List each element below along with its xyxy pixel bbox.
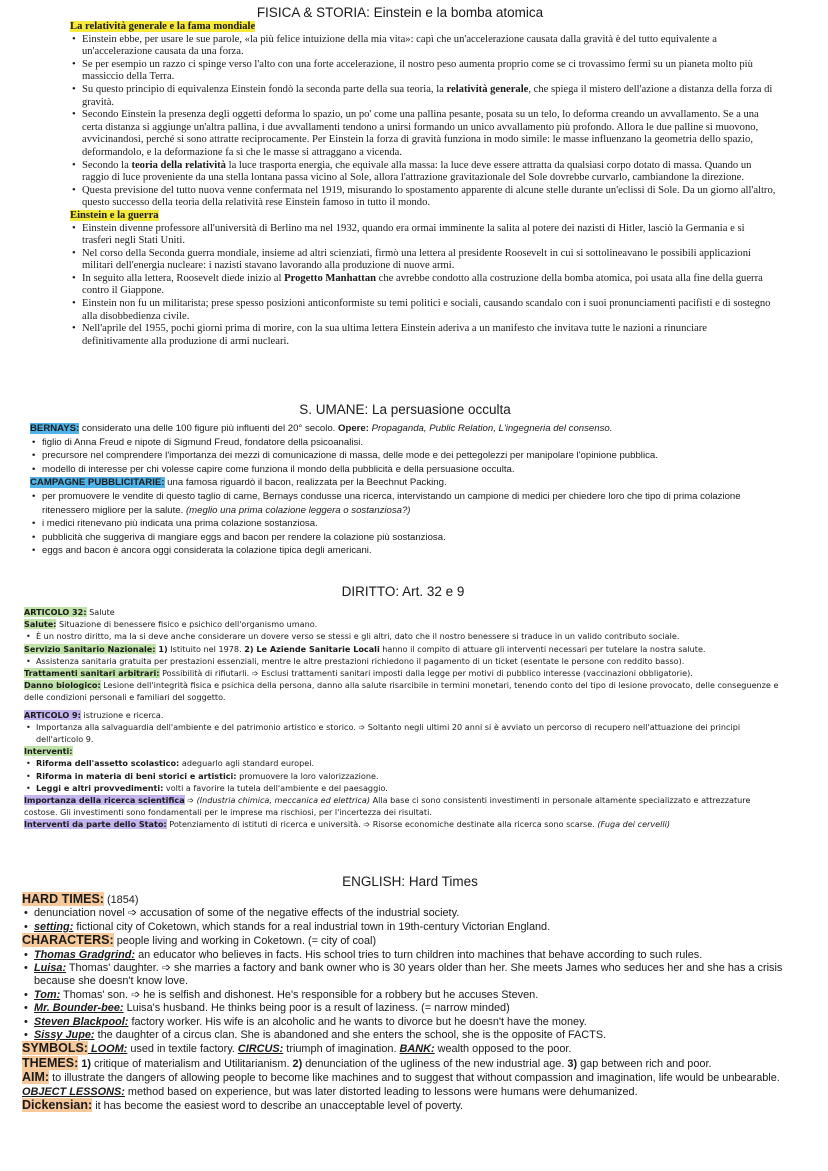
umane-list-bernays <box>30 436 780 477</box>
diritto-title: DIRITTO: Art. 32 e 9 <box>341 584 465 599</box>
dickensian-line: Dickensian: it has become the easiest word to describe an unacceptable level of poverty. <box>22 1098 464 1113</box>
aim-line: AIM: to illustrate the dangers of allowing people to become like machines and to suggest that without compassion and imagination, life would be unbearable. OBJECT LESSONS: method based on experience, but was later distorted leading to lessons were humans were dehumanized. <box>22 1070 780 1098</box>
stato-line: Interventi da parte dello Stato: Potenziamento di istituti di ricerca e università. ➩ Risorse economiche destinate alla ricerca sono scarse. (Fuga dei cervelli) <box>24 819 671 830</box>
list-item: • denunciation novel ➩ accusation of some of the negative effects of the industrial society. <box>22 907 798 920</box>
list-item: • Einstein non fu un militarista; prese spesso posizioni anticonformiste su temi politici e sociali, causando scandalo con i suoi pronunciamenti pacifisti e di sostegno alla disobbedienza civile. <box>70 298 776 323</box>
characters-line: CHARACTERS: people living and working in Coketown. (= city of coal) <box>22 933 377 948</box>
list-item: • Assistenza sanitaria gratuita per prestazioni essenziali, mentre le altre prestazioni richiedono il pagamento di un ticket (esentate le persone con reddito basso). <box>24 655 782 667</box>
list-item: • Tom: Thomas' son. ➩ he is selfish and dishonest. He's responsible for a robbery but he accuses Steven. <box>22 989 798 1002</box>
salute-line: Salute: Situazione di benessere fisico e psichico dell'organismo umano. <box>24 619 318 630</box>
list-item: • figlio di Anna Freud e nipote di Sigmund Freud, fondatore della psicoanalisi. <box>30 436 780 450</box>
hard-times-list <box>22 907 798 934</box>
list-item: • setting: fictional city of Coketown, which stands for a real industrial town in 19th-century Victorian England. <box>22 921 798 934</box>
fisica-list-guerra <box>70 223 776 349</box>
characters-list <box>22 949 798 1043</box>
interventi-list <box>24 757 782 794</box>
ssn-line: Servizio Sanitario Nazionale: 1) Istituito nel 1978. 2) Le Aziende Sanitarie Locali hanno il compito di attuare gli interventi necessari per tutelare la nostra salute. <box>24 643 706 654</box>
section-umane <box>30 402 780 558</box>
umane-list-campagne <box>30 490 780 558</box>
fisica-heading-relativita: La relatività generale e la fama mondiale <box>70 21 256 32</box>
symbols-line: SYMBOLS: LOOM: used in textile factory. CIRCUS: triumph of imagination. BANK: wealth opposed to the poor. <box>22 1041 572 1056</box>
list-item: • Nell'aprile del 1955, pochi giorni prima di morire, con la sua ultima lettera Einstein aderiva a un manifesto che invitava tutte le nazioni a rinunciare definitivamente alla produzione di armi nucleari. <box>70 323 776 348</box>
list-item: • Riforma dell'assetto scolastico: adeguarlo agli standard europei. <box>24 757 782 769</box>
list-item: • Questa previsione del tutto nuova venne confermata nel 1919, misurando lo spostamento apparente di alcune stelle durante un'eclissi di Sole. Da un giorno all'altro, questo successo della teoria della relatività rese Einstein famoso in tutto il mondo. <box>70 185 776 210</box>
umane-campagne-line: CAMPAGNE PUBBLICITARIE: una famosa riguardò il bacon, realizzata per la Beechnut Packing. <box>30 477 447 489</box>
ssn-list <box>24 655 782 667</box>
list-item: • Secondo Einstein la presenza degli oggetti deforma lo spazio, un po' come una pallina pesante, posata su un telo, lo deforma creando un avvallamento. Se a una certa distanza si aggiunge un'altra pallina, i due avvallamenti tendono a unirsi formando un unico avvallamento più profondo. Allora le due palline si muovono, avvicinandosi, perché si sono attratte reciprocamente. Per Einstein la forza di gravità funziona in modo simile: le masse influenzano la geometria dello spazio, deformandolo, e la deformazione fa sì che le masse si attraggano a vicenda. <box>70 109 776 159</box>
list-item: • i medici ritenevano più indicata una prima colazione sostanziosa. <box>30 517 780 531</box>
list-item: • precursore nel comprendere l'importanza dei mezzi di comunicazione di massa, delle mode e dei pettegolezzi per manipolare l'opinione pubblica. <box>30 449 780 463</box>
english-title: ENGLISH: Hard Times <box>342 874 478 889</box>
list-item: • Leggi e altri provvedimenti: volti a favorire la tutela dell'ambiente e del paesaggio. <box>24 782 782 794</box>
section-diritto <box>24 584 782 831</box>
list-item: • Thomas Gradgrind: an educator who believes in facts. His school tries to turn children into machines that behave according to such rules. <box>22 949 798 962</box>
list-item: • Importanza alla salvaguardia dell'ambiente e del patrimonio artistico e storico. ➩ Soltanto negli ultimi 20 anni si è avviato un percorso di recupero nell'attuazione dei principi dell'articolo 9. <box>24 721 782 745</box>
umane-title: S. UMANE: La persuasione occulta <box>299 402 511 417</box>
art9-line: ARTICOLO 9: istruzione e ricerca. <box>24 709 164 720</box>
list-item: • Steven Blackpool: factory worker. His wife is an alcoholic and he wants to divorce but he doesn't have the money. <box>22 1016 798 1029</box>
list-item: • Su questo principio di equivalenza Einstein fondò la seconda parte della sua teoria, la relatività generale, che spiega il mistero dell'azione a distanza della forza di gravità. <box>70 84 776 109</box>
section-english <box>22 874 798 1114</box>
list-item: • È un nostro diritto, ma la si deve anche considerare un dovere verso se stessi e gli altri, dato che il nostro benessere si traduce in un valido contributo sociale. <box>24 630 782 642</box>
list-item: • eggs and bacon è ancora oggi considerata la colazione tipica degli americani. <box>30 544 780 558</box>
list-item: • Nel corso della Seconda guerra mondiale, insieme ad altri scienziati, firmò una lettera al presidente Roosevelt in cui si sottolineavano le possibili applicazioni militari dell'energia nucleare: i nazisti stavano lavorando alla produzione di nuove armi. <box>70 248 776 273</box>
fisica-title: FISICA & STORIA: Einstein e la bomba atomica <box>256 5 544 20</box>
list-item: • Se per esempio un razzo ci spinge verso l'alto con una forte accelerazione, il nostro peso aumenta proprio come se ci trovassimo fermi su un pianeta molto più massiccio della Terra. <box>70 59 776 84</box>
list-item: • Mr. Bounder-bee: Luisa's husband. He thinks being poor is a result of laziness. (= narrow minded) <box>22 1002 798 1015</box>
danno-line: Danno biologico: Lesione dell'integrità fisica e psichica della persona, danno alla salute risarcibile in termini monetari, tenendo conto del tipo di lesione provocato, delle conseguenze e delle condizioni personali e familiari del soggetto. <box>24 680 779 703</box>
list-item: • pubblicità che suggeriva di mangiare eggs and bacon per rendere la colazione più sostanziosa. <box>30 531 780 545</box>
section-fisica <box>70 5 776 348</box>
art32-line: ARTICOLO 32: Salute <box>24 607 115 617</box>
list-item: • modello di interesse per chi volesse capire come funziona il mondo della pubblicità e della persuasione occulta. <box>30 463 780 477</box>
ricerca-line: Importanza della ricerca scientifica ➩ (Industria chimica, meccanica ed elettrica) Alla base ci sono consistenti investimenti in personale altamente specializzato e attrezzature costose. Gli investimenti sono fondamentali per le imprese ma rischiosi, per l'incertezza dei risultati. <box>24 795 751 818</box>
list-item: • In seguito alla lettera, Roosevelt diede inizio al Progetto Manhattan che avrebbe condotto alla costruzione della bomba atomica, poi usata alla fine della guerra contro il Giappone. <box>70 273 776 298</box>
salute-list <box>24 630 782 642</box>
fisica-list-relativita <box>70 34 776 210</box>
hard-times-line: HARD TIMES: (1854) <box>22 892 139 906</box>
interventi-line: Interventi: <box>24 746 73 757</box>
themes-line: THEMES: 1) critique of materialism and Utilitarianism. 2) denunciation of the ugliness of the new industrial age. 3) gap between rich and poor. <box>22 1055 712 1070</box>
list-item: • Einstein divenne professore all'università di Berlino ma nel 1932, quando era ormai imminente la salita al potere dei nazisti di Hitler, lasciò la Germania e si trasferì negli Stati Uniti. <box>70 223 776 248</box>
trattamenti-line: Trattamenti sanitari arbitrari: Possibilità di rifiutarli. ➩ Esclusi trattamenti sanitari imposti dalla legge per motivi di pubblico interesse (vaccinazioni obbligatorie). <box>24 668 693 679</box>
list-item: • Secondo la teoria della relatività la luce trasporta energia, che equivale alla massa: la luce deve essere attratta da qualsiasi corpo dotato di massa. Quando un raggio di luce proveniente da una stella lontana passa vicino al Sole, allora l'attrazione gravitazionale del Sole dovrebbe curvarlo, cambiandone la direzione. <box>70 160 776 185</box>
umane-bernays-line: BERNAYS: considerato una delle 100 figure più influenti del 20° secolo. Opere: Propaganda, Public Relation, L'ingegneria del consenso. <box>30 423 613 434</box>
art9-list <box>24 721 782 745</box>
list-item: • Sissy Jupe: the daughter of a circus clan. She is abandoned and she enters the school, she is the opposite of FACTS. <box>22 1029 798 1042</box>
list-item: • Riforma in materia di beni storici e artistici: promuovere la loro valorizzazione. <box>24 770 782 782</box>
list-item: • Luisa: Thomas' daughter. ➩ she marries a factory and bank owner who is 30 years older than her. She meets James who seduces her and she has a crisis because she doesn't know love. <box>22 962 798 989</box>
list-item: • Einstein ebbe, per usare le sue parole, «la più felice intuizione della mia vita»: capì che un'accelerazione causata dalla gravità è del tutto equivalente a un'accelerazione causata da una forza. <box>70 34 776 59</box>
list-item: • per promuovere le vendite di questo taglio di carne, Bernays condusse una ricerca, intervistando un campione di medici per chiedere loro che tipo di prima colazione ritenessero migliore per la salute. (meglio una prima colazione leggera o sostanziosa?) <box>30 490 780 517</box>
fisica-heading-guerra: Einstein e la guerra <box>70 209 159 221</box>
